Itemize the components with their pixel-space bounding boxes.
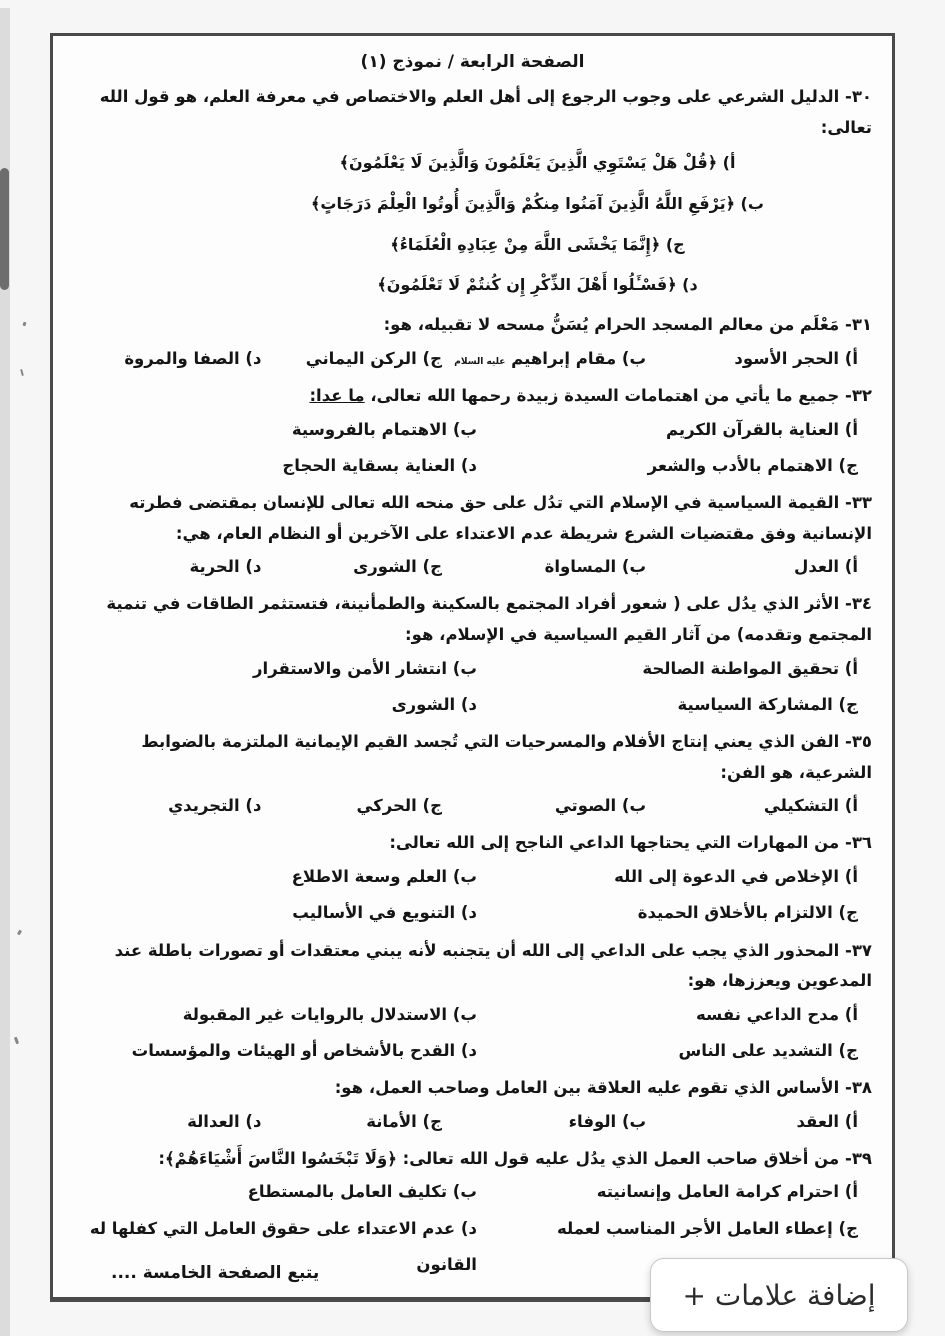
question-stem: ٣٥- الفن الذي يعني إنتاج الأفلام والمسرحيات التي تُجسد القيم الإيمانية الملتزمة بالضوابط الشرعية، هو الفن: — [141, 732, 872, 782]
option-b — [442, 341, 646, 377]
question-32 — [73, 381, 872, 484]
option-b-text: ب) مقام إبراهيم — [511, 348, 647, 368]
option-b: ب) تكليف العامل بالمستطاع — [247, 1182, 477, 1202]
option-c: ج) الاهتمام بالأدب والشعر — [647, 455, 858, 475]
option-c: ج) الشورى — [353, 557, 442, 577]
option-a: أ) التشكيلي — [763, 796, 858, 816]
option-a: أ) العدل — [794, 557, 858, 577]
question-37 — [73, 936, 872, 1070]
option-d: د) القدح بالأشخاص أو الهيئات والمؤسسات — [131, 1040, 477, 1060]
question-31 — [73, 310, 872, 377]
question-36 — [73, 828, 872, 931]
option-d: د) التنويع في الأساليب — [292, 903, 477, 923]
scan-speck — [17, 930, 22, 936]
question-38 — [73, 1073, 872, 1140]
question-options — [73, 549, 872, 585]
scan-speck — [20, 369, 24, 376]
option-a: أ) مدح الداعي نفسه — [696, 1004, 858, 1024]
question-stem: ٣١- مَعْلَم من معالم المسجد الحرام يُسَنُّ مسحه لا تقبيله، هو: — [383, 315, 872, 335]
question-options — [73, 412, 872, 485]
option-a: أ) احترام كرامة العامل وإنسانيته — [596, 1182, 858, 1202]
option-b: ب) ﴿يَرْفَعِ اللَّهُ الَّذِينَ آمَنُوا مِنكُمْ وَالَّذِينَ أُوتُوا الْعِلْمَ دَرَجَاتٍ﴾ — [311, 193, 764, 213]
option-c: ج) المشاركة السياسية — [677, 694, 858, 714]
option-a: أ) تحقيق المواطنة الصالحة — [642, 658, 858, 678]
question-options — [73, 859, 872, 932]
option-a: أ) الحجر الأسود — [734, 348, 858, 368]
exam-page-sheet — [50, 33, 895, 1302]
option-b: ب) العلم وسعة الاطلاع — [291, 866, 477, 886]
question-options — [73, 1104, 872, 1140]
option-d: د) الشورى — [391, 694, 477, 714]
add-marks-button[interactable]: إضافة علامات + — [650, 1258, 908, 1332]
option-d: د) العدالة — [187, 1111, 262, 1131]
continues-next-page-note: يتبع الصفحة الخامسة .... — [111, 1263, 320, 1283]
question-stem: ٣٤- الأثر الذي يدُل على ( شعور أفراد المجتمع بالسكينة والطمأنينة، فتستثمر الطاقات في تنمية المجتمع وتقدمه) من آثار القيم السياسية في الإسلام، هو: — [106, 594, 872, 644]
question-34 — [73, 589, 872, 723]
option-c: ج) التشديد على الناس — [678, 1040, 858, 1060]
question-stem: ٣٧- المحذور الذي يجب على الداعي إلى الله أن يتجنبه لأنه يبني معتقدات أو تصورات باطلة عند المدعوين ويعززها، هو: — [114, 940, 872, 991]
option-b: ب) الاستدلال بالروايات غير المقبولة — [182, 1004, 477, 1024]
option-c: ج) الحركي — [356, 796, 442, 816]
option-c: ج) الركن اليماني — [305, 348, 442, 368]
option-a: أ) العناية بالقرآن الكريم — [665, 419, 858, 439]
option-b: ب) الصوتي — [554, 796, 647, 816]
scan-speck — [14, 1037, 19, 1045]
option-d: د) العناية بسقاية الحجاج — [282, 455, 477, 475]
option-c: ج) ﴿إِنَّمَا يَخْشَى اللَّهَ مِنْ عِبَادِهِ الْعُلَمَاءُ﴾ — [390, 234, 685, 254]
question-stem: ٣٠- الدليل الشرعي على وجوب الرجوع إلى أهل العلم والاختصاص في معرفة العلم، هو قول الله تعالى: — [99, 87, 872, 137]
option-c: ج) الأمانة — [366, 1111, 442, 1131]
option-b: ب) انتشار الأمن والاستقرار — [253, 658, 477, 678]
question-35 — [73, 727, 872, 824]
option-d: د) ﴿فَسْـَٔلُوا أَهْلَ الذِّكْرِ إِن كُنتُمْ لَا تَعْلَمُونَ﴾ — [377, 275, 698, 295]
question-stem: ٣٣- القيمة السياسية في الإسلام التي تدُل على حق منحه الله تعالى للإنسان بمقتضى فطرته الإنسانية وفق مقتضيات الشرع شريطة عدم الاعتداء على الآخرين أو النظام العام، هي: — [129, 493, 872, 543]
option-c: ج) إعطاء العامل الأجر المناسب لعمله — [556, 1218, 858, 1238]
option-b: ب) المساواة — [544, 557, 647, 577]
question-30 — [73, 82, 872, 306]
question-options — [73, 341, 872, 377]
stem-underlined-text: ما عدا: — [309, 386, 365, 406]
option-a: أ) ﴿قُلْ هَلْ يَسْتَوِي الَّذِينَ يَعْلَمُونَ وَالَّذِينَ لَا يَعْلَمُونَ﴾ — [339, 153, 736, 173]
question-stem: ٣٩- من أخلاق صاحب العمل الذي يدُل عليه قول الله تعالى: ﴿وَلَا تَبْخَسُوا النَّاسَ أَشْيَاءَهُمْ﴾: — [158, 1148, 872, 1168]
question-options — [73, 997, 872, 1070]
question-33 — [73, 488, 872, 585]
option-d: د) الصفا والمروة — [124, 348, 262, 368]
option-d: د) عدم الاعتداء على حقوق العامل التي كفلها له القانون — [89, 1218, 477, 1275]
option-b: ب) الاهتمام بالفروسية — [291, 419, 477, 439]
option-a: أ) العقد — [796, 1111, 858, 1131]
option-a: أ) الإخلاص في الدعوة إلى الله — [614, 866, 858, 886]
scrollbar-thumb[interactable] — [0, 168, 9, 290]
question-stem — [73, 381, 872, 412]
question-stem: ٣٨- الأساس الذي تقوم عليه العلاقة بين العامل وصاحب العمل، هو: — [334, 1078, 872, 1098]
question-options — [73, 651, 872, 724]
alayhis-salam-honorific: عليه السلام — [454, 356, 506, 367]
page-title: الصفحة الرابعة / نموذج (١) — [360, 52, 585, 72]
option-b: ب) الوفاء — [568, 1111, 647, 1131]
question-options — [73, 788, 872, 824]
scan-speck — [22, 322, 26, 327]
question-stem: ٣٦- من المهارات التي يحتاجها الداعي الناجح إلى الله تعالى: — [389, 833, 872, 853]
stem-text: ٣٢- جميع ما يأتي من اهتمامات السيدة زبيدة رحمها الله تعالى، — [364, 386, 872, 406]
question-options — [73, 143, 872, 306]
option-d: د) الحرية — [189, 557, 262, 577]
option-c: ج) الالتزام بالأخلاق الحميدة — [637, 903, 858, 923]
option-d: د) التجريدي — [168, 796, 262, 816]
